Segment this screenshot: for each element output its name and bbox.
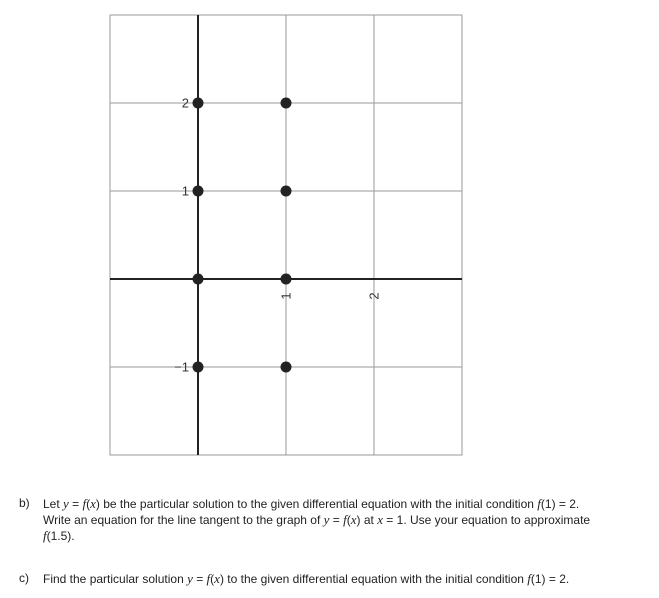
question-b-line-1: Let y = f(x) be the particular solution to the given differential equation with the initial condition f(1) = 2. — [43, 496, 580, 511]
question-b-line-2: Write an equation for the line tangent to the graph of y = f(x) at x = 1. Use your equation to approximate — [43, 512, 591, 527]
data-point — [281, 274, 292, 285]
y-tick-label: 2 — [181, 95, 189, 111]
data-points — [193, 98, 292, 373]
x-tick-label: 1 — [278, 292, 294, 300]
y-tick-label: −1 — [174, 359, 189, 375]
data-point — [193, 362, 204, 373]
question-b-label: b) — [19, 496, 30, 510]
data-point — [193, 98, 204, 109]
question-c-line-1: Find the particular solution y = f(x) to the given differential equation with the initial condition f(1) = 2. — [43, 571, 570, 586]
x-tick-label: 2 — [366, 292, 382, 300]
data-point — [281, 186, 292, 197]
data-point — [281, 362, 292, 373]
grid-lines — [110, 15, 462, 455]
question-c-label: c) — [19, 571, 29, 585]
question-c-text — [43, 571, 569, 587]
question-c — [19, 571, 659, 589]
question-b — [19, 496, 659, 546]
data-point — [281, 98, 292, 109]
question-b-text — [43, 496, 590, 544]
data-point — [193, 274, 204, 285]
tick-labels — [174, 96, 381, 375]
data-point — [193, 186, 204, 197]
question-b-line-3: f(1.5). — [43, 528, 75, 543]
y-tick-label: 1 — [181, 183, 189, 199]
